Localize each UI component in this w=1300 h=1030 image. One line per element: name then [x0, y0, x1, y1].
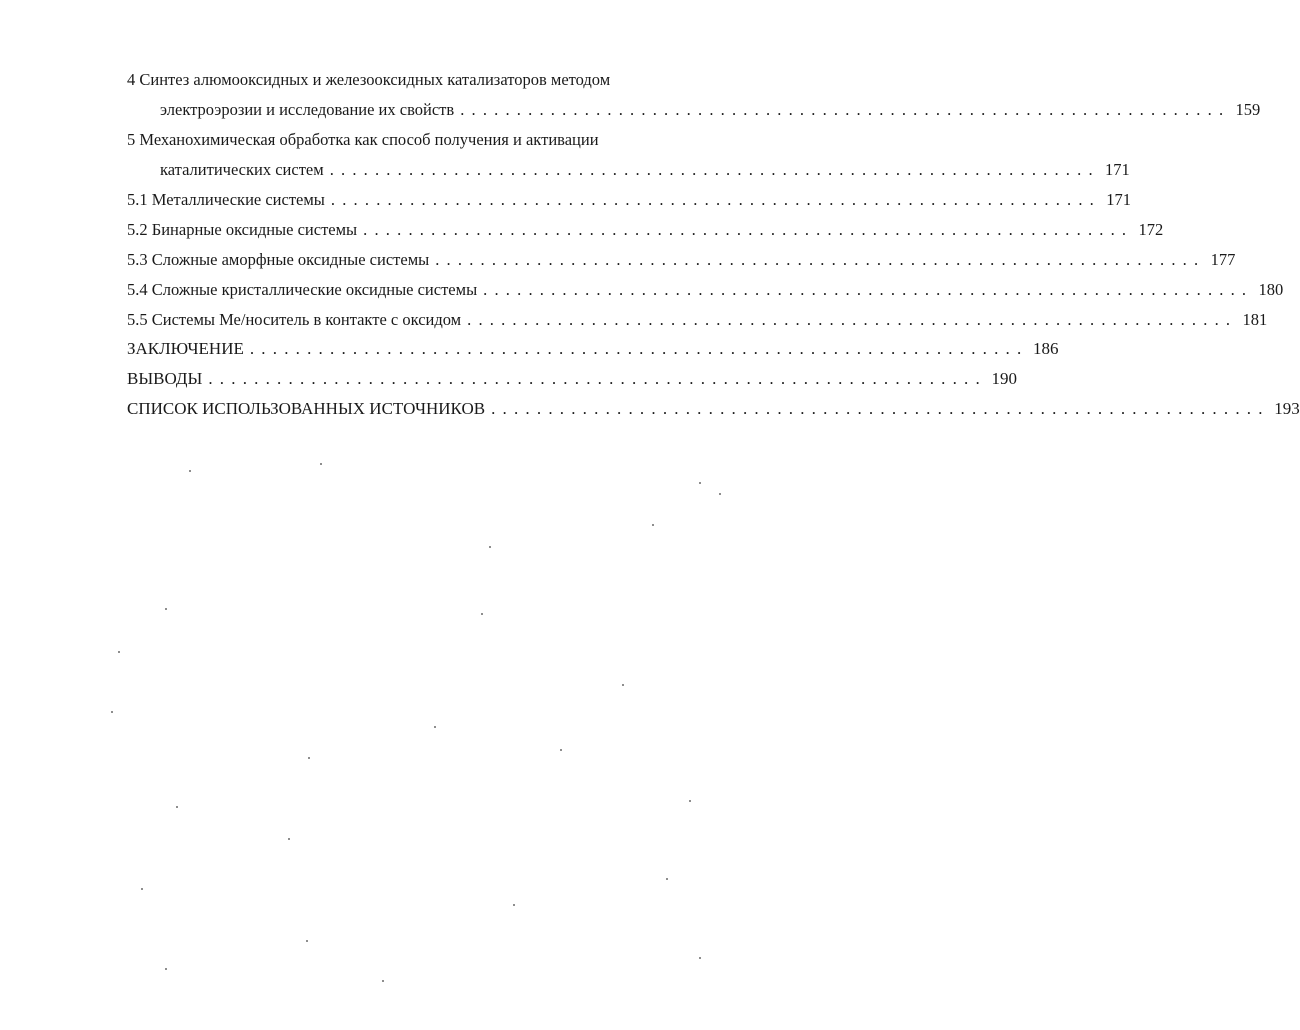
scan-speck	[481, 613, 483, 615]
scan-speck	[118, 651, 120, 653]
toc-entry-conclusion	[127, 339, 1059, 359]
toc-entry-text: ВЫВОДЫ	[127, 369, 203, 388]
scan-speck	[308, 757, 310, 759]
toc-page-number: 186	[1032, 339, 1059, 358]
toc-page-number: 159	[1235, 100, 1261, 119]
toc-entry-text: СПИСОК ИСПОЛЬЗОВАННЫХ ИСТОЧНИКОВ	[127, 399, 486, 418]
scan-speck	[699, 482, 701, 484]
scan-speck	[189, 470, 191, 472]
scan-speck	[111, 711, 113, 713]
scan-speck	[306, 940, 308, 942]
scan-speck	[652, 524, 654, 526]
scan-speck	[560, 749, 562, 751]
toc-page-number: 193	[1274, 399, 1300, 418]
scan-speck	[176, 806, 178, 808]
toc-entry-references	[127, 399, 1300, 419]
toc-entry-4-title-line1	[127, 70, 717, 90]
toc-entry-text: 5.5 Системы Ме/носитель в контакте с оксидом	[127, 310, 462, 329]
toc-entry-5-title-line1	[127, 130, 717, 150]
scan-speck	[666, 878, 668, 880]
scan-speck	[165, 968, 167, 970]
toc-leader-dots: ....................................................................	[249, 339, 1029, 358]
toc-page-number: 181	[1242, 310, 1268, 329]
toc-entry-5-2	[127, 220, 1164, 240]
toc-entry-text: 5 Механохимическая обработка как способ получения и активации	[127, 130, 599, 149]
toc-leader-dots: ....................................................................	[329, 160, 1100, 179]
scan-speck	[719, 493, 721, 495]
toc-leader-dots: ....................................................................	[435, 250, 1206, 269]
scan-speck	[141, 888, 143, 890]
scan-speck	[513, 904, 515, 906]
toc-leader-dots: ....................................................................	[330, 190, 1102, 209]
scan-speck	[288, 838, 290, 840]
scan-speck	[699, 957, 701, 959]
toc-leader-dots: ....................................................................	[208, 369, 987, 388]
toc-entry-text: 5.2 Бинарные оксидные системы	[127, 220, 358, 239]
scan-speck	[489, 546, 491, 548]
toc-entry-text: ЗАКЛЮЧЕНИЕ	[127, 339, 244, 358]
toc-leader-dots: ....................................................................	[460, 100, 1231, 119]
scan-speck	[622, 684, 624, 686]
toc-entry-text: электроэрозии и исследование их свойств	[160, 100, 455, 119]
toc-leader-dots: ....................................................................	[363, 220, 1134, 239]
scan-speck	[689, 800, 691, 802]
toc-entry-text: 5.3 Сложные аморфные оксидные системы	[127, 250, 430, 269]
toc-entry-findings	[127, 369, 1017, 389]
scan-speck	[320, 463, 322, 465]
toc-entry-text: 4 Синтез алюмооксидных и железооксидных катализаторов методом	[127, 70, 611, 89]
toc-page-number: 180	[1258, 280, 1284, 299]
toc-page-number: 177	[1210, 250, 1236, 269]
toc-page-number: 171	[1106, 190, 1132, 209]
toc-page-number: 171	[1105, 160, 1130, 179]
scan-speck	[382, 980, 384, 982]
scan-speck	[165, 608, 167, 610]
toc-leader-dots: ....................................................................	[483, 280, 1254, 299]
toc-leader-dots: ....................................................................	[491, 399, 1270, 418]
toc-entry-5-3	[127, 250, 1236, 270]
toc-entry-4-title-line2	[160, 100, 1261, 120]
toc-page-number: 172	[1138, 220, 1164, 239]
toc-entry-text: 5.1 Металлические системы	[127, 190, 325, 209]
toc-entry-5-title-line2	[160, 160, 1130, 180]
toc-entry-text: каталитических систем	[160, 160, 324, 179]
toc-page-number: 190	[991, 369, 1017, 388]
toc-leader-dots: ....................................................................	[467, 310, 1238, 329]
toc-entry-5-5	[127, 310, 1268, 330]
toc-entry-text: 5.4 Сложные кристаллические оксидные системы	[127, 280, 478, 299]
toc-entry-5-1	[127, 190, 1132, 210]
scan-speck	[434, 726, 436, 728]
toc-entry-5-4	[127, 280, 1284, 300]
